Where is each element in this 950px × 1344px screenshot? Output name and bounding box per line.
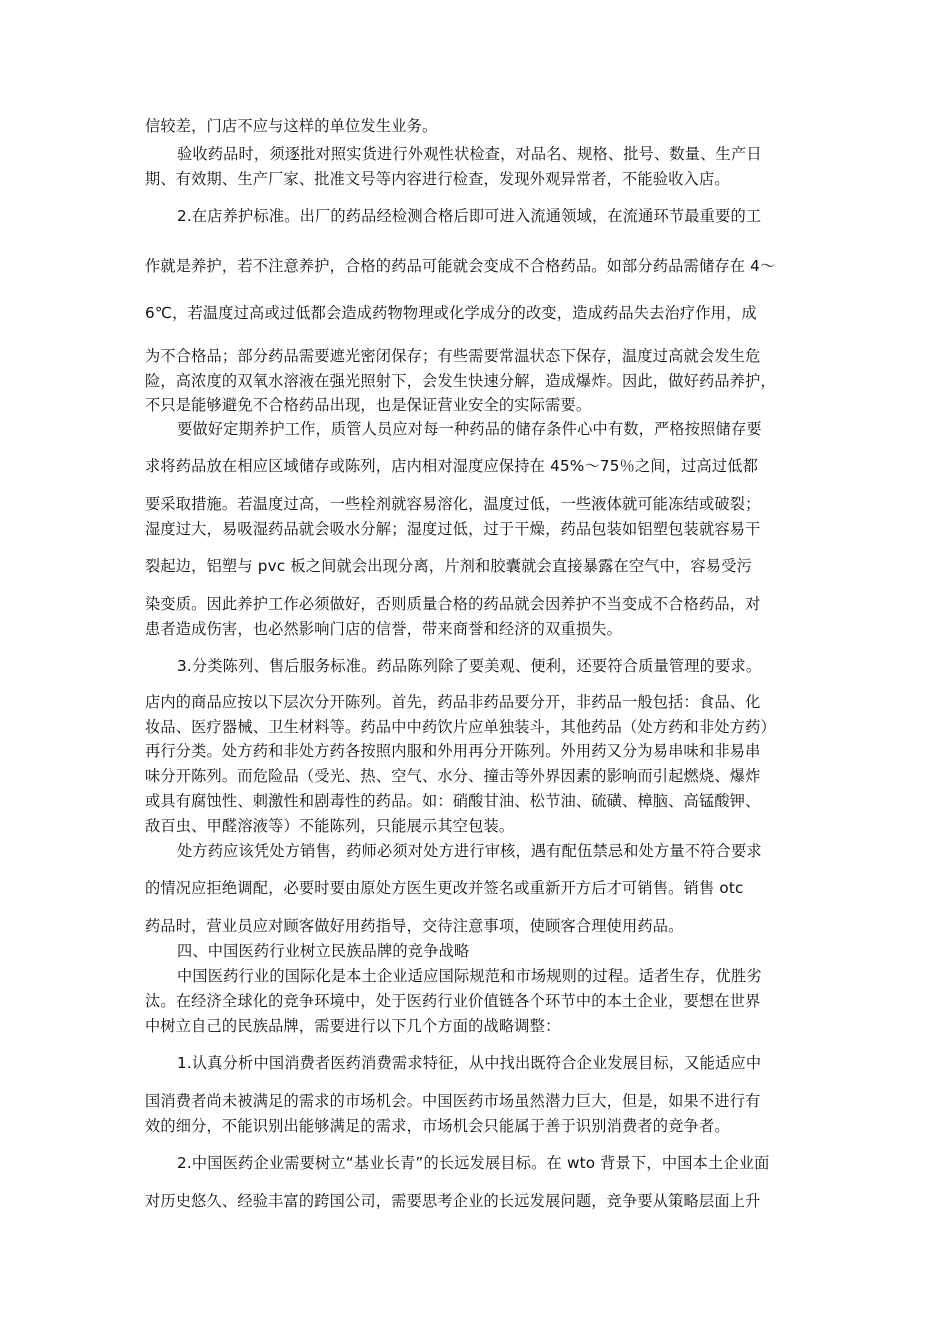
text-line: 要采取措施。若温度过高，一些栓剂就容易溶化，温度过低，一些液体就可能冻结或破裂；	[145, 495, 761, 513]
paragraph-line: 处方药应该凭处方销售，药师必须对处方进行审核，遇有配伍禁忌和处方量不符合要求	[177, 842, 762, 860]
text-line: 效的细分，不能识别出能够满足的需求，市场机会只能属于善于识别消费者的竞争者。	[145, 1117, 730, 1135]
text-line: 汰。在经济全球化的竞争环境中，处于医药行业价值链各个环节中的本土企业，要想在世界	[145, 992, 761, 1010]
text-line: 为不合格品；部分药品需要遮光密闭保存；有些需要常温状态下保存，温度过高就会发生危	[145, 347, 761, 365]
text-line: 染变质。因此养护工作必须做好，否则质量合格的药品就会因养护不当变成不合格药品，对	[145, 595, 761, 613]
text-line: 不只是能够避免不合格药品出现，也是保证营业安全的实际需要。	[145, 396, 592, 414]
text-line: 险，高浓度的双氧水溶液在强光照射下，会发生快速分解，造成爆炸。因此，做好药品养护，	[145, 372, 776, 390]
text-line: 求将药品放在相应区域储存或陈列，店内相对湿度应保持在 45%～75％之间，过高过低都	[145, 457, 759, 475]
text-line: 患者造成伤害，也必然影响门店的信誉，带来商誉和经济的双重损失。	[145, 620, 623, 638]
paragraph-line: 1.认真分析中国消费者医药消费需求特征，从中找出既符合企业发展目标，又能适应中	[177, 1054, 762, 1072]
text-line: 期、有效期、生产厂家、批准文号等内容进行检查，发现外观异常者，不能验收入店。	[145, 170, 730, 188]
paragraph-line: 3.分类陈列、售后服务标准。药品陈列除了要美观、便利，还要符合质量管理的要求。	[177, 657, 762, 675]
text-line: 湿度过大，易吸湿药品就会吸水分解；湿度过低，过于干燥，药品包装如铝塑包装就容易干	[145, 520, 761, 538]
paragraph-line: 2.在店养护标准。出厂的药品经检测合格后即可进入流通领域，在流通环节最重要的工	[177, 207, 762, 225]
section-heading: 四、中国医药行业树立民族品牌的竞争战略	[177, 942, 470, 960]
paragraph-line: 2.中国医药企业需要树立“基业长青”的长远发展目标。在 wto 背景下，中国本土企业面	[177, 1154, 770, 1172]
text-line: 敌百虫、甲醛溶液等）不能陈列，只能展示其空包装。	[145, 817, 515, 835]
text-line: 国消费者尚未被满足的需求的市场机会。中国医药市场虽然潜力巨大，但是，如果不进行有	[145, 1092, 761, 1110]
text-line: 店内的商品应按以下层次分开陈列。首先，药品非药品要分开，非药品一般包括：食品、化	[145, 693, 761, 711]
text-line: 再行分类。处方药和非处方药各按照内服和外用再分开陈列。外用药又分为易串味和非易串	[145, 742, 761, 760]
text-line: 味分开陈列。而危险品（受光、热、空气、水分、撞击等外界因素的影响而引起燃烧、爆炸	[145, 767, 761, 785]
text-line: 6℃，若温度过高或过低都会造成药物物理或化学成分的改变，造成药品失去治疗作用，成	[145, 304, 757, 322]
text-line: 中树立自己的民族品牌，需要进行以下几个方面的战略调整：	[145, 1017, 561, 1035]
text-line: 信较差，门店不应与这样的单位发生业务。	[145, 117, 438, 135]
paragraph-line: 验收药品时，须逐批对照实货进行外观性状检查，对品名、规格、批号、数量、生产日	[177, 145, 762, 163]
text-line: 或具有腐蚀性、刺激性和剧毒性的药品。如：硝酸甘油、松节油、硫磺、樟脑、高锰酸钾、	[145, 792, 761, 810]
text-line: 的情况应拒绝调配，必要时要由原处方医生更改并签名或重新开方后才可销售。销售 otc	[145, 879, 744, 897]
text-line: 对历史悠久、经验丰富的跨国公司，需要思考企业的长远发展问题，竞争要从策略层面上升	[145, 1192, 761, 1210]
text-line: 作就是养护，若不注意养护，合格的药品可能就会变成不合格药品。如部分药品需储存在 4～	[145, 257, 776, 275]
paragraph-line: 中国医药行业的国际化是本土企业适应国际规范和市场规则的过程。适者生存，优胜劣	[177, 967, 762, 985]
text-line: 裂起边，铝塑与 pvc 板之间就会出现分离，片剂和胶囊就会直接暴露在空气中，容易受污	[145, 557, 752, 575]
paragraph-line: 要做好定期养护工作，质管人员应对每一种药品的储存条件心中有数，严格按照储存要	[177, 420, 762, 438]
text-line: 妆品、医疗器械、卫生材料等。药品中中药饮片应单独装斗，其他药品（处方药和非处方药）	[145, 718, 776, 736]
text-line: 药品时，营业员应对顾客做好用药指导，交待注意事项，使顾客合理使用药品。	[145, 917, 684, 935]
